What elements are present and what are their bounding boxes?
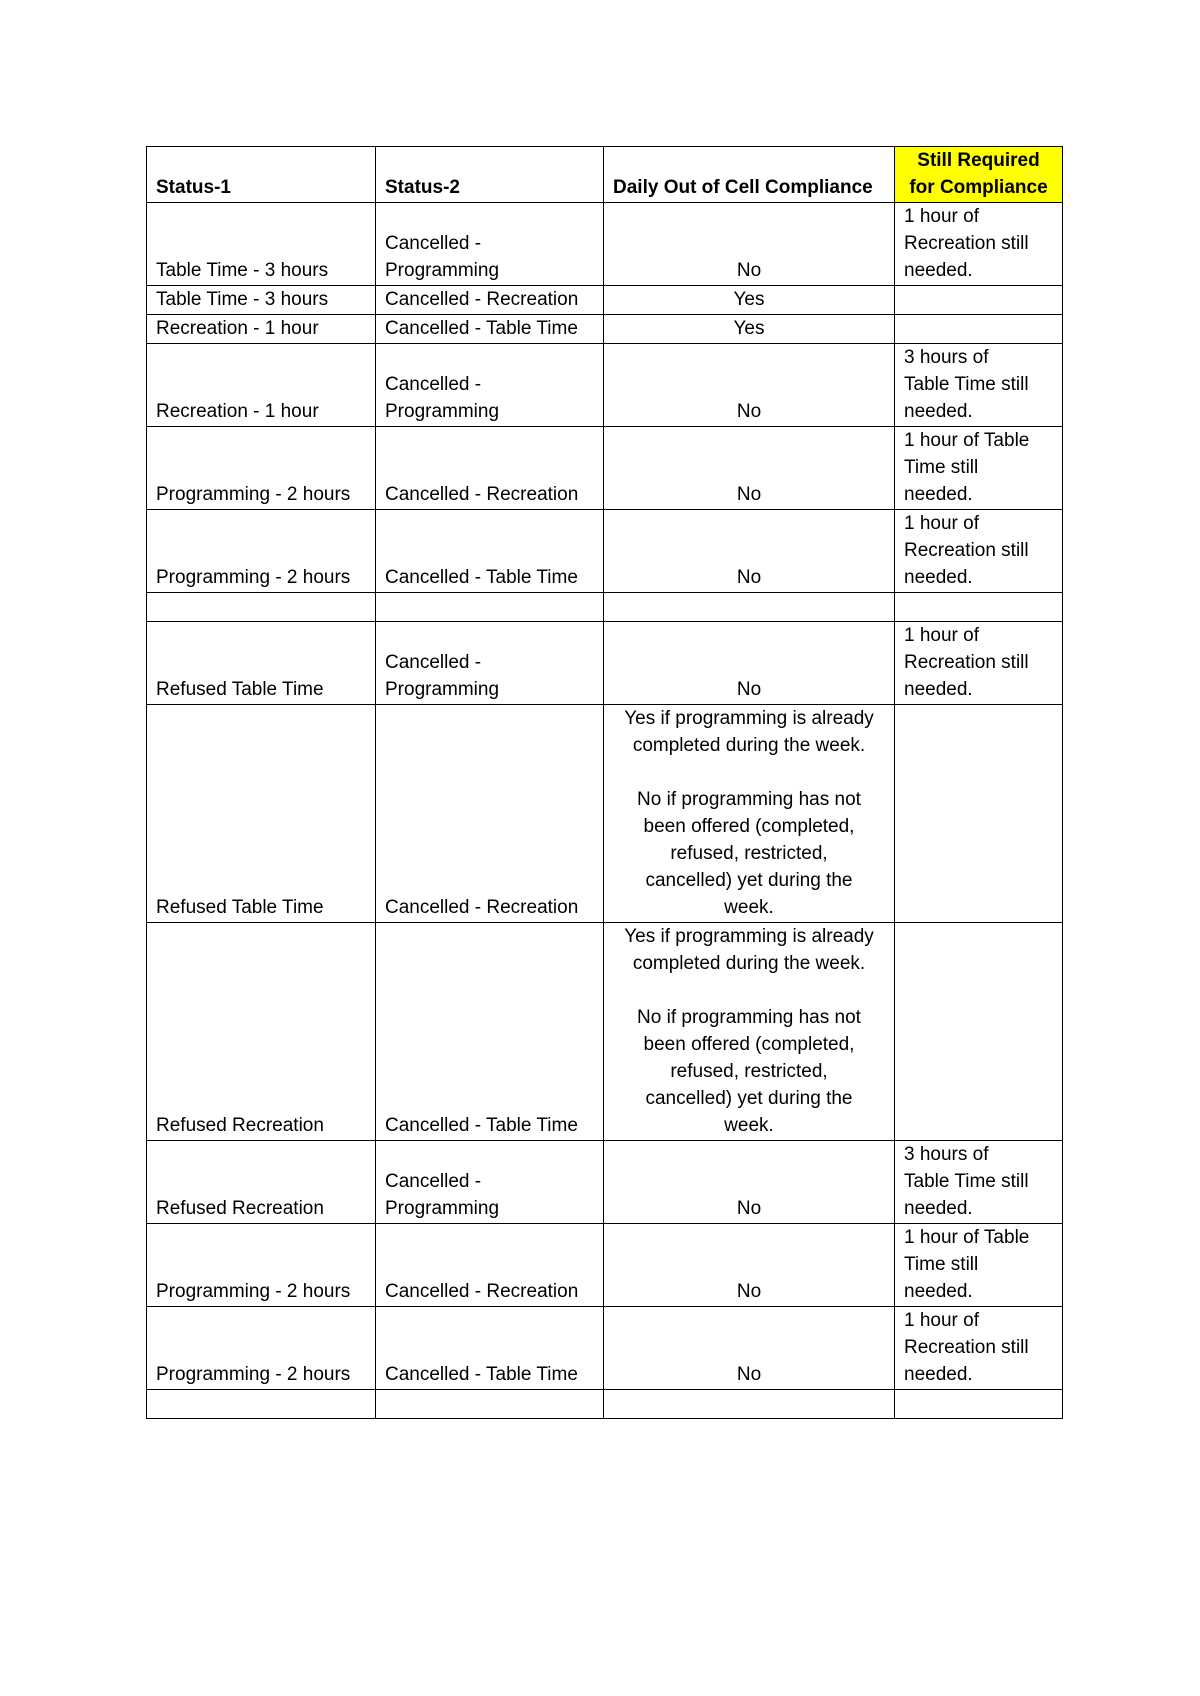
still-required-cell (895, 593, 1063, 622)
status-2-cell: Cancelled - Table Time (376, 510, 604, 593)
daily-compliance-cell: Yes if programming is already completed during the week. No if programming has not been offered (completed, refused, restricted, cancelled) yet during the week. (604, 705, 895, 923)
status-2-cell: Cancelled - Recreation (376, 705, 604, 923)
daily-compliance-cell (604, 593, 895, 622)
daily-compliance-cell: No (604, 1141, 895, 1224)
table-row (147, 622, 1063, 705)
still-required-cell: 1 hour of Recreation still needed. (895, 203, 1063, 286)
still-required-cell: 1 hour of Recreation still needed. (895, 510, 1063, 593)
status-1-cell: Programming - 2 hours (147, 1224, 376, 1307)
still-required-cell (895, 286, 1063, 315)
daily-compliance-cell: Yes if programming is already completed during the week. No if programming has not been offered (completed, refused, restricted, cancelled) yet during the week. (604, 923, 895, 1141)
table-row (147, 923, 1063, 1141)
table-row (147, 510, 1063, 593)
status-2-cell: Cancelled - Programming (376, 203, 604, 286)
table-body (147, 203, 1063, 1419)
status-2-cell: Cancelled - Recreation (376, 286, 604, 315)
status-1-cell: Recreation - 1 hour (147, 344, 376, 427)
daily-compliance-cell: No (604, 344, 895, 427)
still-required-cell: 1 hour of Table Time still needed. (895, 427, 1063, 510)
status-2-cell: Cancelled - Table Time (376, 315, 604, 344)
table-row (147, 427, 1063, 510)
table-row (147, 1307, 1063, 1390)
daily-compliance-cell: No (604, 203, 895, 286)
status-1-cell (147, 1390, 376, 1419)
status-1-cell: Refused Recreation (147, 1141, 376, 1224)
header-daily-compliance: Daily Out of Cell Compliance (604, 147, 895, 203)
status-1-cell: Table Time - 3 hours (147, 203, 376, 286)
still-required-cell: 1 hour of Recreation still needed. (895, 1307, 1063, 1390)
status-2-cell: Cancelled - Table Time (376, 1307, 604, 1390)
still-required-cell: 3 hours of Table Time still needed. (895, 344, 1063, 427)
still-required-cell (895, 315, 1063, 344)
still-required-cell: 3 hours of Table Time still needed. (895, 1141, 1063, 1224)
still-required-cell (895, 923, 1063, 1141)
status-2-cell (376, 1390, 604, 1419)
status-1-cell: Table Time - 3 hours (147, 286, 376, 315)
status-1-cell (147, 593, 376, 622)
header-status-1: Status-1 (147, 147, 376, 203)
status-1-cell: Programming - 2 hours (147, 510, 376, 593)
table-row (147, 1390, 1063, 1419)
status-2-cell: Cancelled - Recreation (376, 427, 604, 510)
still-required-cell: 1 hour of Table Time still needed. (895, 1224, 1063, 1307)
status-2-cell: Cancelled - Table Time (376, 923, 604, 1141)
status-2-cell: Cancelled - Programming (376, 344, 604, 427)
header-status-2: Status-2 (376, 147, 604, 203)
status-1-cell: Programming - 2 hours (147, 427, 376, 510)
daily-compliance-cell: No (604, 1307, 895, 1390)
table-row (147, 286, 1063, 315)
daily-compliance-cell (604, 1390, 895, 1419)
table-header (147, 147, 1063, 203)
still-required-cell: 1 hour of Recreation still needed. (895, 622, 1063, 705)
status-1-cell: Refused Recreation (147, 923, 376, 1141)
table-row (147, 705, 1063, 923)
status-2-cell (376, 593, 604, 622)
header-row (147, 147, 1063, 203)
header-still-required: Still Required for Compliance (895, 147, 1063, 203)
status-2-cell: Cancelled - Programming (376, 622, 604, 705)
status-2-cell: Cancelled - Programming (376, 1141, 604, 1224)
table-row (147, 1141, 1063, 1224)
daily-compliance-cell: Yes (604, 315, 895, 344)
status-1-cell: Recreation - 1 hour (147, 315, 376, 344)
still-required-cell (895, 705, 1063, 923)
daily-compliance-cell: No (604, 622, 895, 705)
daily-compliance-cell: Yes (604, 286, 895, 315)
table-row (147, 203, 1063, 286)
status-1-cell: Refused Table Time (147, 705, 376, 923)
table-row (147, 1224, 1063, 1307)
compliance-table (146, 146, 1063, 1419)
status-1-cell: Refused Table Time (147, 622, 376, 705)
daily-compliance-cell: No (604, 427, 895, 510)
table-row (147, 315, 1063, 344)
still-required-cell (895, 1390, 1063, 1419)
status-1-cell: Programming - 2 hours (147, 1307, 376, 1390)
daily-compliance-cell: No (604, 510, 895, 593)
status-2-cell: Cancelled - Recreation (376, 1224, 604, 1307)
table-row (147, 593, 1063, 622)
table-row (147, 344, 1063, 427)
daily-compliance-cell: No (604, 1224, 895, 1307)
